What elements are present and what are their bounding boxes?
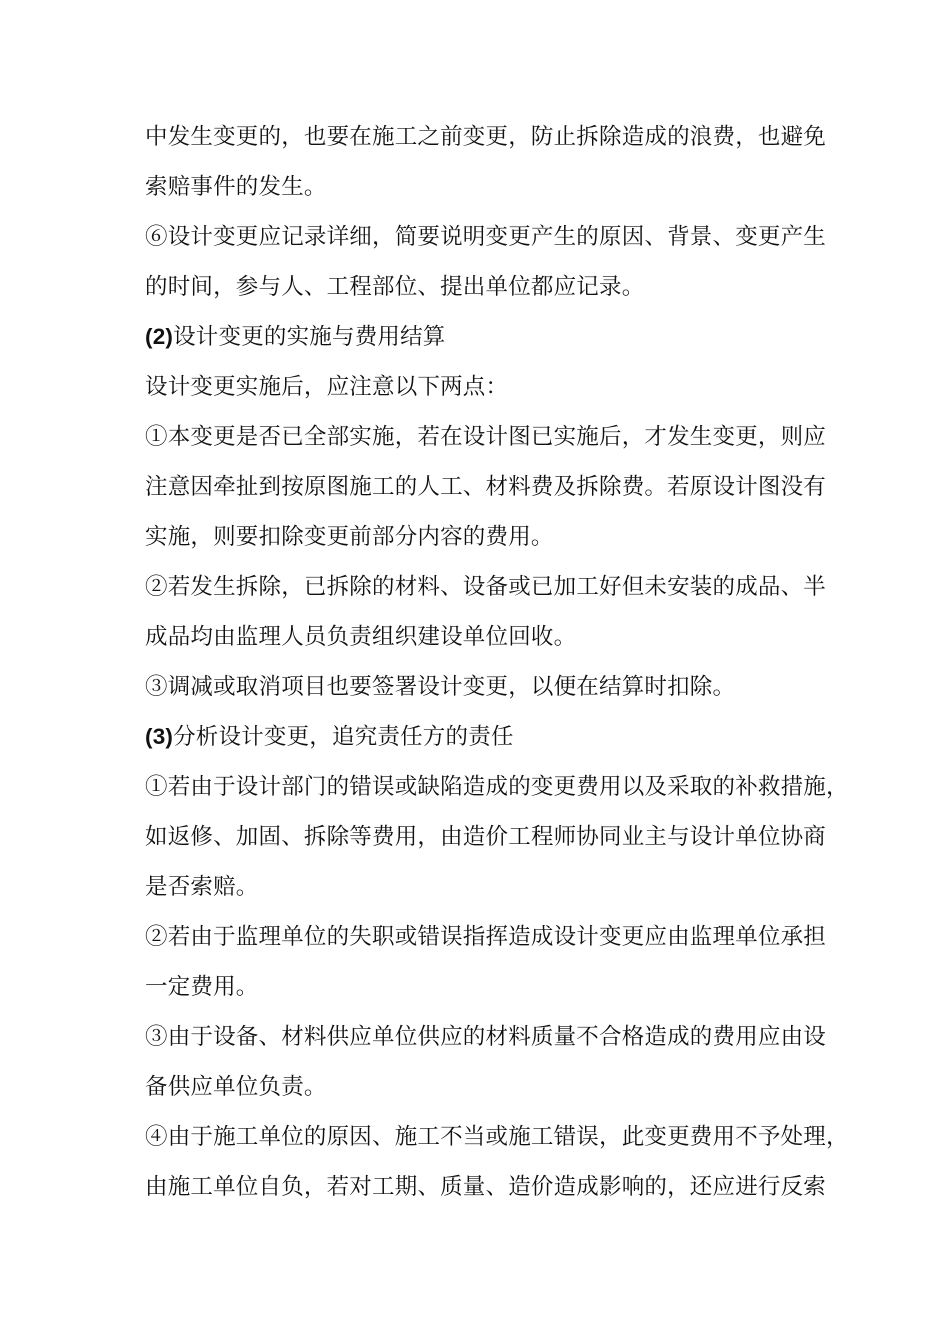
text-line: [145, 422, 825, 452]
line-text: 备供应单位负责。: [145, 1074, 327, 1100]
section-number: (2): [145, 324, 174, 349]
line-text: 成品均由监理人员负责组织建设单位回收。: [145, 624, 577, 650]
text-line: [145, 672, 825, 702]
text-line: [145, 622, 825, 652]
line-text: 实施，则要扣除变更前部分内容的费用。: [145, 524, 554, 550]
text-line: [145, 272, 825, 302]
line-text: 的时间，参与人、工程部位、提出单位都应记录。: [145, 274, 645, 300]
section-number: (3): [145, 724, 174, 749]
section-title: 分析设计变更，追究责任方的责任: [173, 724, 514, 750]
text-line: [145, 1022, 825, 1052]
line-text: ②若由于监理单位的失职或错误指挥造成设计变更应由监理单位承担: [145, 924, 827, 950]
section-heading: [145, 322, 825, 352]
line-text: ②若发生拆除，已拆除的材料、设备或已加工好但未安装的成品、半: [145, 574, 827, 600]
text-line: [145, 872, 825, 902]
text-line: [145, 1172, 825, 1202]
text-line: [145, 1122, 849, 1152]
line-text: 由施工单位自负，若对工期、质量、造价造成影响的，还应进行反索: [145, 1174, 827, 1200]
text-line: [145, 522, 825, 552]
line-text: 设计变更实施后，应注意以下两点：: [145, 374, 509, 400]
text-line: [145, 972, 825, 1002]
text-line: [145, 822, 825, 852]
line-text: ③由于设备、材料供应单位供应的材料质量不合格造成的费用应由设: [145, 1024, 827, 1050]
line-text: 索赔事件的发生。: [145, 174, 327, 200]
text-line: [145, 122, 825, 152]
line-text: ⑥设计变更应记录详细，简要说明变更产生的原因、背景、变更产生: [145, 224, 827, 250]
line-text: ④由于施工单位的原因、施工不当或施工错误，此变更费用不予处理，: [145, 1124, 849, 1150]
text-line: [145, 222, 825, 252]
text-line: [145, 172, 825, 202]
line-text: 是否索赔。: [145, 874, 259, 900]
line-text: 注意因牵扯到按原图施工的人工、材料费及拆除费。若原设计图没有: [145, 474, 827, 500]
text-line: [145, 472, 825, 502]
line-text: ①本变更是否已全部实施，若在设计图已实施后，才发生变更，则应: [145, 424, 827, 450]
text-line: [145, 572, 825, 602]
text-line: [145, 372, 825, 402]
section-heading: [145, 722, 825, 752]
line-text: 如返修、加固、拆除等费用，由造价工程师协同业主与设计单位协商: [145, 824, 827, 850]
text-line: [145, 922, 825, 952]
line-text: ①若由于设计部门的错误或缺陷造成的变更费用以及采取的补救措施，: [145, 774, 849, 800]
text-line: [145, 772, 849, 802]
line-text: ③调减或取消项目也要签署设计变更，以便在结算时扣除。: [145, 674, 736, 700]
line-text: 中发生变更的，也要在施工之前变更，防止拆除造成的浪费，也避免: [145, 124, 827, 150]
section-title: 设计变更的实施与费用结算: [173, 324, 446, 350]
line-text: 一定费用。: [145, 974, 259, 1000]
text-line: [145, 1072, 825, 1102]
